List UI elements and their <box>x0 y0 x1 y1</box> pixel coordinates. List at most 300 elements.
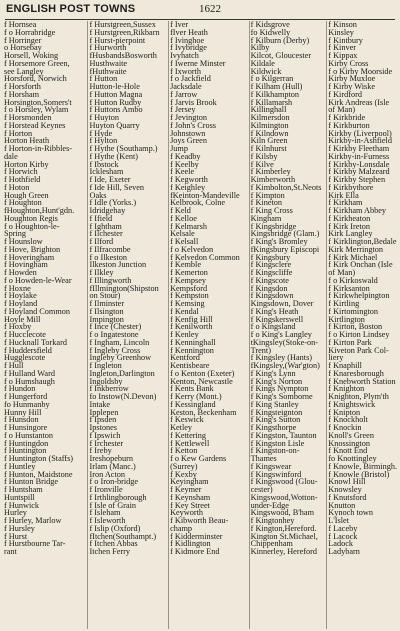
town-entry: f Kidsgrove <box>250 21 290 29</box>
town-entry: f Hursley <box>4 523 35 533</box>
town-entry: f Hylton <box>89 136 118 146</box>
town-entry: f o Kirby Moorside <box>328 66 393 76</box>
town-entry: f Hythe (Southamp.) <box>89 144 158 153</box>
town-entry: Ireshopeburn <box>89 454 134 463</box>
town-entry: f Kemerton <box>170 268 208 277</box>
town-entry: f Hoyland Common <box>4 306 70 316</box>
town-entry: Kentisbeare <box>170 361 210 370</box>
town-entry: f Kerry (Mont.) <box>170 392 222 401</box>
town-entry: f Kirksanton <box>328 283 370 293</box>
town-entry: f Kingsclere <box>250 260 292 270</box>
town-entry: f Horsmonden <box>4 113 52 122</box>
town-entry: f Kingskerswell <box>250 314 304 324</box>
town-entry: f o King's Langley <box>250 330 312 339</box>
town-entry: f Kempsey <box>170 275 207 285</box>
town-entry: f Kinson <box>328 21 357 29</box>
town-entry: f Kirkby Malzeard <box>328 167 390 177</box>
town-entry: f Hurley, Marlow <box>4 516 62 525</box>
town-entry: Spring <box>4 229 27 239</box>
town-entry: Kimberworth <box>250 175 296 184</box>
town-entry: f o Kirkoswald <box>328 275 378 285</box>
town-entry: f Kirk Michael <box>328 252 378 262</box>
town-entry: f Keele <box>170 167 195 177</box>
town-entry: f Kempston <box>170 291 209 301</box>
town-entry: f Kirk Onchan (Isle <box>328 260 393 270</box>
town-entry: f Hounslow <box>4 237 43 246</box>
town-entry: f Huttons Ambo <box>89 105 143 115</box>
town-entry: Ladybarn <box>328 547 360 556</box>
town-entry: f Keymer <box>170 485 202 494</box>
town-entry: f Knutsford <box>328 492 367 502</box>
town-entry: Joys Green <box>170 136 207 146</box>
town-entry: f Kidlington <box>170 539 211 549</box>
town-entry: f Kirkham <box>328 198 363 208</box>
town-entry: f Kingston-on- <box>250 446 300 456</box>
town-entry: f Kirton, Boston <box>328 322 383 332</box>
town-entry: Ivyhatch <box>170 51 199 60</box>
town-entry: f Keynsham <box>170 492 211 502</box>
town-entry: f o Howden-le-Wear <box>4 275 72 285</box>
town-entry: f Huyton <box>89 113 120 122</box>
town-entry: f Ilfracombe <box>89 244 131 254</box>
town-entry: f Kilham (Hull) <box>250 82 303 91</box>
town-entry: fo Hunmanby <box>4 399 50 409</box>
town-entry: f Isleworth <box>89 516 126 525</box>
town-entry: Ilkeston Junction <box>89 260 147 270</box>
town-entry: f Kingsley (Hants) <box>250 353 313 363</box>
town-entry: f Ireby <box>89 446 112 456</box>
town-entry: f Hundon <box>4 384 36 394</box>
town-entry: fo Kidwelly <box>250 27 291 37</box>
town-entry: f Kelsall <box>170 237 199 246</box>
town-entry: f o Kew Gardens <box>170 454 227 463</box>
town-entry: f Kelvedon Common <box>170 252 240 262</box>
town-entry: f Hoxby <box>4 322 32 332</box>
town-entry: f Irthlingborough <box>89 492 147 502</box>
town-entry: f Keadby <box>170 151 201 161</box>
town-entry: f Horringer <box>4 35 42 45</box>
town-entry: Kirkby (Liverpool) <box>328 128 392 138</box>
town-entry: f Kirby Wiske <box>328 82 375 91</box>
town-entry: Horton Heath <box>4 136 50 146</box>
town-entry: f Ince (Chester) <box>89 322 142 332</box>
town-entry: f Hoylake <box>4 291 37 301</box>
town-entry: Kiveton Park Col- <box>328 345 389 355</box>
town-entry: Ingleton,Darlington <box>89 368 155 378</box>
town-entry: f Knipton <box>328 407 361 417</box>
town-entry: Kinnerley, Hereford <box>250 547 317 556</box>
town-entry: f Hull <box>4 361 24 370</box>
page-number: 1622 <box>199 3 221 15</box>
town-entry: f Hunsdon <box>4 415 39 425</box>
town-entry: f Ibstock <box>89 159 119 169</box>
town-entry: Irlam (Manc.) <box>89 461 136 471</box>
town-entry: Kiln Green <box>250 136 288 146</box>
town-entry: dale <box>4 151 18 161</box>
town-entry: f Hurworth <box>89 43 127 53</box>
column-1 <box>4 21 87 629</box>
town-entry: (Surrey) <box>170 461 198 471</box>
town-entry: f o Jackfield <box>170 74 211 84</box>
town-entry: Horsington,Somers't <box>4 97 72 107</box>
town-entry: f Kingston, Taunton <box>250 430 317 440</box>
town-entry: f Huntington <box>4 446 47 456</box>
town-entry: Knossington <box>328 438 370 448</box>
town-entry: Ipplepen <box>89 407 119 417</box>
town-entry: Kirk Andreas (Isle <box>328 97 390 107</box>
town-entry: f Ifield <box>89 213 113 223</box>
town-entry: Icklesham <box>89 167 124 177</box>
town-entry: f Ightham <box>89 221 122 231</box>
town-entry: f Kingston Lisle <box>250 438 305 448</box>
town-entry: Ingleby Greenhow <box>89 353 152 363</box>
town-entry: f Hyde <box>89 128 113 138</box>
town-entry: f King Stanley <box>250 399 299 409</box>
town-entry: f King's Bromley <box>250 237 308 246</box>
town-entry: Huntspill <box>4 492 35 502</box>
town-entry: Idridgehay <box>89 206 126 215</box>
town-entry: f Isleham <box>89 508 121 518</box>
running-title: ENGLISH POST TOWNS <box>6 3 136 15</box>
column-4 <box>249 21 327 629</box>
town-entry: f Knockin <box>328 423 362 432</box>
town-entry: fKingsbury Episcopi <box>250 244 320 254</box>
town-entry: f o Kingsland <box>250 322 296 332</box>
town-entry: Kynoch town <box>328 508 373 518</box>
town-entry: f Knott End <box>328 446 368 456</box>
town-entry: f Kenninghall <box>170 337 216 347</box>
town-entry: Horton Kirby <box>4 159 49 169</box>
town-entry: Keyworth <box>170 508 204 518</box>
town-entry: Houghton Regis <box>4 213 58 223</box>
town-entry: f Hurstbourne Tar- <box>4 539 66 549</box>
town-entry: f Kingsteignton <box>250 407 303 417</box>
town-entry: f Kettlewell <box>170 438 210 448</box>
town-entry: f Kingswinford <box>250 469 302 479</box>
town-entry: Iron Acton <box>89 469 125 479</box>
town-entry: f Huntley <box>4 461 36 471</box>
town-entry: f Kingscote <box>250 275 289 285</box>
town-entry: f Itchen Abbas <box>89 539 138 549</box>
town-entry: f Hoxne <box>4 283 31 293</box>
town-entry: f Kents Bank <box>170 384 214 394</box>
town-entry: Ingoldsby <box>89 376 123 386</box>
town-entry: f Kirtling <box>328 299 360 308</box>
town-entry: f King's Heath <box>250 306 299 316</box>
town-entry: f Kingsbridge <box>250 221 297 231</box>
town-entry: f Kington,Hereford. <box>250 523 317 533</box>
town-entry: f Kibworth Beau- <box>170 516 229 525</box>
town-entry: Kilcot, Gloucester <box>250 51 312 60</box>
town-entry: f Idle (Yorks.) <box>89 198 137 208</box>
town-entry: f Hoveringham <box>4 252 55 262</box>
town-entry: Jump <box>170 144 188 153</box>
town-entry: Kelsale <box>170 229 195 239</box>
town-entry: f Kelmarsh <box>170 221 207 231</box>
town-entry: Knoll's Green <box>328 430 374 440</box>
town-entry: f Kilkhampton <box>250 89 299 99</box>
town-entry: f Ilsington <box>89 306 124 316</box>
town-entry: f Kilve <box>250 159 274 169</box>
town-entry: f Ixworth <box>170 66 201 76</box>
town-entry: Horsford, Norwich <box>4 74 67 84</box>
town-entry: f Kexby <box>170 469 197 479</box>
town-entry: f Kingsdon <box>250 283 288 293</box>
town-entry: f Kingscliffe <box>250 268 293 277</box>
town-entry: f Kirklington,Bedale <box>328 237 397 246</box>
town-entry: f Knowle, Birmingh. <box>328 461 398 471</box>
town-entry: Kilmington <box>250 120 289 130</box>
town-entry: f John's Cross <box>170 120 217 130</box>
town-entry: f Kimbolton,St.Neots <box>250 182 322 192</box>
town-entry: f Kilnhurst <box>250 144 287 153</box>
town-entry: f Kingsdown <box>250 291 294 301</box>
town-entry: f Islip (Oxford) <box>89 523 141 533</box>
town-entry: f Kimberley <box>250 167 291 177</box>
town-entry: Jacksdale <box>170 82 202 91</box>
town-entry: f Hovingham <box>4 260 48 270</box>
town-entry: f Kings Nympton <box>250 384 309 394</box>
town-entry: Kempsford <box>170 283 208 293</box>
town-entry: champ <box>170 523 193 533</box>
town-entry: Knowsley <box>328 485 362 494</box>
town-entry: Hoyle Mill <box>4 314 41 324</box>
town-entry: fIver Heath <box>170 27 208 37</box>
town-entry: f Isle of Grain <box>89 500 136 510</box>
town-entry: f Kilndown <box>250 128 289 138</box>
town-entry: fHuthwaite <box>89 66 127 76</box>
town-entry: rant <box>4 547 17 556</box>
town-entry: Kingsbridge (Glam.) <box>250 229 320 239</box>
town-entry: f Kirkbride <box>328 113 366 122</box>
town-entry: Kirk Merrington <box>328 244 384 254</box>
town-entry: Ladock <box>328 539 354 549</box>
column-2 <box>87 21 168 629</box>
town-entry: f Hoton <box>4 182 30 192</box>
header-rule <box>5 19 395 20</box>
town-entry: Johnstown <box>170 128 206 138</box>
town-entry: f Killamarsh <box>250 97 293 107</box>
town-entry: liery <box>328 353 344 363</box>
town-entry: Hough Green <box>4 190 49 200</box>
town-entry: f Kirk Ireton <box>328 221 370 231</box>
town-entry: Kinsley <box>328 27 354 37</box>
town-entry: Kirkby-in-Furness <box>328 151 390 161</box>
town-entry: f Jevington <box>170 113 207 122</box>
town-entry: Kenton, Newcastle <box>170 376 233 386</box>
town-entry: f Hothfield <box>4 175 41 184</box>
town-entry: f Hutton <box>89 74 118 84</box>
town-entry: f Keighley <box>170 182 206 192</box>
town-entry: f Hornsea <box>4 21 37 29</box>
town-entry: Kirby Muxloe <box>328 74 376 84</box>
town-entry: Kirkby-in-Ashfield <box>328 136 392 146</box>
town-entry: f King's Somborne <box>250 392 313 401</box>
town-entry: f King's Sutton <box>250 415 301 425</box>
town-entry: on Stour) <box>89 291 121 301</box>
town-entry: L'Islet <box>328 516 349 525</box>
town-entry: f o Iron-bridge <box>89 477 139 487</box>
town-entry: Kilby <box>250 43 270 53</box>
post-town-columns <box>4 21 397 629</box>
town-entry: f Kingsbury <box>250 252 291 262</box>
town-entry: Kingswood,Wotton- <box>250 492 318 502</box>
town-entry: Kington St.Michael, <box>250 531 318 541</box>
town-entry: f Irchester <box>89 438 124 448</box>
town-entry: f Kelloe <box>170 213 197 223</box>
town-entry: f Huddersfield <box>4 345 52 355</box>
town-entry: f o Kilgerran <box>250 74 294 84</box>
town-entry: f Horstead Keynes <box>4 120 66 130</box>
town-entry: f Ingleby Cross <box>89 345 141 355</box>
town-entry: f o Ingatestone <box>89 330 139 339</box>
town-entry: Intake <box>89 399 111 409</box>
town-entry: Chippenham <box>250 539 293 549</box>
town-entry: f Hurst <box>4 531 28 541</box>
town-entry: Thames <box>250 454 277 463</box>
town-entry: f o Humshaugh <box>4 376 55 386</box>
town-entry: Keston, Beckenham <box>170 407 237 417</box>
town-entry: f Kirdford <box>328 89 362 99</box>
town-entry: f Hunton, Maidstone <box>4 469 73 479</box>
town-entry: f Iwerne Minster <box>170 58 226 68</box>
town-entry: f Kintbury <box>328 35 363 45</box>
town-entry: f Huntingdon <box>4 438 49 448</box>
town-entry: f Ivybridge <box>170 43 207 53</box>
town-entry: Kirtlington <box>328 314 365 324</box>
column-5 <box>326 21 397 629</box>
town-entry: f o Houghton-le- <box>4 221 60 231</box>
town-entry: f Ilkley <box>89 268 114 277</box>
town-entry: f Kinver <box>328 43 356 53</box>
town-entry: f Kendal <box>170 306 199 316</box>
town-entry: f o Horrabridge <box>4 27 56 37</box>
town-entry: f Hoyland <box>4 299 38 308</box>
town-entry: f Huntington (Staffs) <box>4 454 74 463</box>
town-entry: f Inkberrow <box>89 384 129 394</box>
town-entry: f Key Street <box>170 500 210 510</box>
town-entry: f Hutton Magna <box>89 89 143 99</box>
town-entry: f Kirkheaton <box>328 213 371 223</box>
town-entry: f Knockholt <box>328 415 368 425</box>
town-entry: f Hurstgreen,Sussex <box>89 21 156 29</box>
town-entry: f Illingworth <box>89 275 132 285</box>
town-entry: f Keld <box>170 206 191 215</box>
town-entry: f Horsemore Green, <box>4 58 70 68</box>
town-entry: f Jarvis Brook <box>170 97 217 107</box>
town-entry: tKingsley(Stoke-on- <box>250 337 319 347</box>
town-entry: f Houghton <box>4 198 42 208</box>
town-entry: fIllmington(Shipston <box>89 283 159 293</box>
town-entry: f Hucclecote <box>4 330 46 339</box>
town-entry: f Ironville <box>89 485 123 494</box>
town-entry: f King's Lynn <box>250 368 296 378</box>
town-entry: f Ingham, Lincoln <box>89 337 150 347</box>
town-entry: f Kirtomington <box>328 306 378 316</box>
town-entry: f Kirkwhelpington <box>328 291 390 301</box>
town-entry: f Keswick <box>170 415 204 425</box>
town-entry: Oaks <box>89 190 107 200</box>
town-entry: f Kirkham Abbey <box>328 206 387 215</box>
town-entry: f King Cross <box>250 206 293 215</box>
town-entry: f Kenilworth <box>170 322 213 332</box>
town-entry: cester) <box>250 485 273 494</box>
town-entry: under-Edge <box>250 500 289 510</box>
town-entry: Kelbrook, Colne <box>170 198 226 208</box>
town-entry: f Knaresborough <box>328 368 384 378</box>
town-entry: Husthwaite <box>89 58 128 68</box>
town-entry: f Hutton Rudby <box>89 97 142 107</box>
town-entry: fHoughton,Hunt'gdn. <box>4 206 75 215</box>
town-entry: f Kingswear <box>250 461 292 471</box>
town-entry: Killinghall <box>250 105 287 115</box>
town-entry: Kirk Ella <box>328 190 359 200</box>
town-entry: f Hurstgreen,Rikbarn <box>89 27 160 37</box>
town-entry: see Langley <box>4 66 44 76</box>
town-entry: f Ivinghoe <box>170 35 205 45</box>
town-entry: f Kilburn (Derby) <box>250 35 310 45</box>
town-entry: f Kirkburton <box>328 120 370 130</box>
town-entry: f Kirkbythore <box>328 182 374 192</box>
town-entry: f Hungerford <box>4 392 48 401</box>
town-entry: f Jarrow <box>170 89 198 99</box>
town-entry: f Ilchester <box>89 229 123 239</box>
town-entry: f o Horsley, Wylam <box>4 105 69 115</box>
town-entry: o Horsebay <box>4 43 42 53</box>
town-entry: f Ketton <box>170 446 198 456</box>
town-entry: f Kingswood (Glou- <box>250 477 318 487</box>
town-entry: f Horton <box>4 128 33 138</box>
town-entry: f Ilford <box>89 237 114 246</box>
town-entry: f Kemsing <box>170 299 205 308</box>
town-entry: f Hulland Ward <box>4 368 55 378</box>
town-entry: f Hove, Brighton <box>4 244 61 254</box>
town-entry: f Kidderminster <box>170 531 223 541</box>
town-entry: of Man) <box>328 268 356 277</box>
town-entry: Kingham <box>250 213 282 223</box>
town-entry: f Lacock <box>328 531 358 541</box>
town-entry: f Keelby <box>170 159 199 169</box>
town-entry: Ketley <box>170 423 193 432</box>
town-entry: f Kingsthorpe <box>250 423 297 432</box>
town-entry: fHusbandsBosworth <box>89 51 157 60</box>
town-entry: fKeinton-Mandeville <box>170 190 240 200</box>
town-entry: f Ipswich <box>89 430 121 440</box>
town-entry: f Horsham <box>4 89 40 99</box>
town-entry: f Knowle (Bristol) <box>328 469 390 479</box>
town-entry: f Horsforth <box>4 82 41 91</box>
town-entry: Kildale <box>250 58 275 68</box>
town-entry: f o Kirton Lindsey <box>328 330 390 339</box>
town-entry: f Hunwick <box>4 500 40 510</box>
town-entry: f King's Norton <box>250 376 303 386</box>
town-entry: f o Hunstanton <box>4 430 54 440</box>
town-entry: Ipstones <box>89 423 117 432</box>
town-entry: f Kirkby-Lonsdale <box>328 159 390 169</box>
town-entry: f Kippax <box>328 51 358 60</box>
town-entry: Hutton-le-Hole <box>89 82 140 91</box>
town-entry: Hurley <box>4 508 27 518</box>
town-entry: f Kineton <box>250 198 283 208</box>
town-entry: f Kettering <box>170 430 207 440</box>
town-entry: f Kenfig Hill <box>170 314 213 324</box>
town-entry: Impington <box>89 314 124 324</box>
town-entry: f Kemble <box>170 260 201 270</box>
town-entry: f Ide Hill, Seven <box>89 182 145 192</box>
town-entry: f Hunsingore <box>4 423 48 432</box>
town-entry: f Kirton Park <box>328 337 372 347</box>
town-entry: f Hunton Bridge <box>4 477 59 487</box>
